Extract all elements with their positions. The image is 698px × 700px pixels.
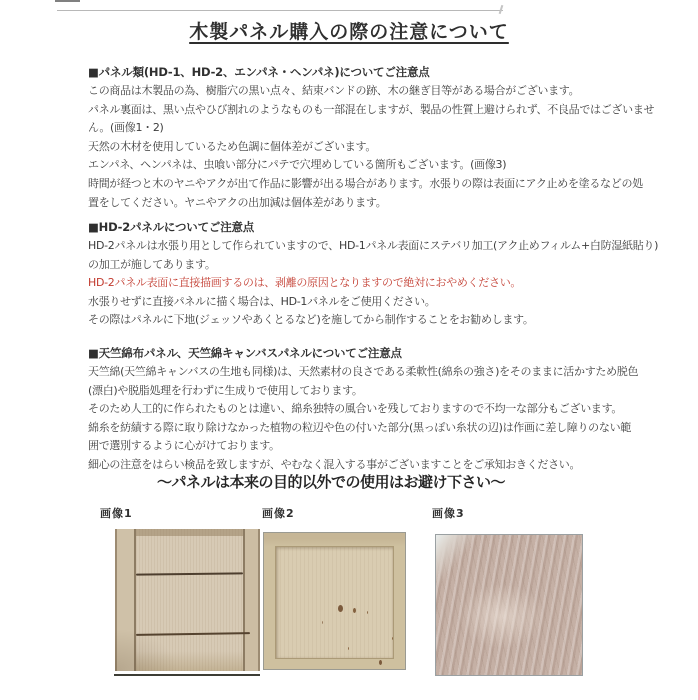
body-line: 水張りせずに直接パネルに描く場合は、HD-1パネルをご使用ください。	[88, 294, 436, 308]
body-line: 綿糸を紡績する際に取り除けなかった植物の粒辺や色の付いた部分(黒っぽい糸状の辺)は作画に差し障りのない範	[88, 420, 631, 434]
body-line: 囲で選別するように心がけております。	[88, 439, 280, 453]
warning-line: HD-2パネル表面に直接描画するのは、剥離の原因となりますので絶対におやめください。	[88, 276, 522, 290]
body-line: 細心の注意をはらい検品を致しますが、やむなく混入する事がございますことをご承知おきください。	[88, 457, 581, 471]
figure-2-label: 画像2	[262, 507, 295, 520]
body-line: の加工が施してあります。	[88, 257, 216, 271]
body-line: ん。(画像1・2)	[88, 121, 164, 135]
section-heading: ■天竺綿布パネル、天竺綿キャンバスパネルについてご注意点	[88, 346, 402, 360]
section-hd2-panel	[88, 218, 673, 330]
body-line: この商品は木製品の為、樹脂穴の黒い点々、結束バンドの跡、木の継ぎ目等がある場合がございます。	[88, 84, 580, 97]
section-panel-types	[88, 63, 673, 212]
figure-3	[432, 505, 583, 676]
scan-artifact-underline	[114, 674, 260, 676]
body-line: 置をしてください。ヤニやアクの出加減は個体差があります。	[88, 195, 387, 209]
wood-grain-closeup-photo	[435, 534, 583, 676]
section-heading: ■HD-2パネルについてご注意点	[88, 220, 255, 234]
photo-shading	[115, 529, 260, 671]
body-line: エンパネ、ヘンパネは、虫喰い部分にパテで穴埋めしている箇所もございます。(画像3)	[88, 158, 507, 172]
body-line: その際はパネルに下地(ジェッソやあくとるなど)を施してから制作することをお勧めします。	[88, 313, 534, 327]
scan-artifact-top-line	[57, 10, 503, 11]
section-cotton-panel	[88, 344, 673, 475]
scan-artifact-corner-mark	[55, 0, 80, 2]
page-title: 木製パネル購入の際の注意について	[189, 21, 509, 43]
putty-spots	[338, 605, 343, 612]
body-line: HD-2パネルは水張り用として作られていますので、HD-1パネル表面にステバリ加工(アク止めフィルム+白防湿紙貼り)	[88, 239, 659, 252]
body-line: パネル裏面は、黒い点やひび割れのようなものも一部混在しますが、製品の性質上避けられず、不良品ではございませ	[88, 102, 655, 116]
panel-recessed-area	[275, 546, 394, 659]
body-line: (漂白)や脱脂処理を行わずに生成りで使用しております。	[88, 383, 363, 397]
figure-1-label: 画像1	[100, 507, 133, 520]
body-line: 時間が経つと木のヤニやアクが出て作品に影響が出る場合があります。水張りの際は表面にアク止めを塗るなどの処	[88, 176, 643, 190]
section-heading: ■パネル類(HD-1、HD-2、エンパネ・ヘンパネ)についてご注意点	[88, 65, 430, 79]
body-line: 天然の木材を使用しているため色調に個体差がございます。	[88, 139, 377, 153]
usage-warning-banner: ～パネルは本来の目的以外での使用はお避け下さい～	[156, 473, 505, 491]
figure-2	[262, 505, 406, 670]
body-line: そのため人工的に作られたものとは違い、綿糸独特の風合いを残しておりますので不均一な部分もございます。	[88, 402, 623, 416]
figure-1	[100, 505, 260, 676]
panel-back-putty-photo	[263, 532, 406, 670]
figure-3-label: 画像3	[432, 507, 465, 520]
panel-back-crack-photo	[115, 529, 260, 671]
body-line: 天竺綿(天竺綿キャンバスの生地も同様)は、天然素材の良さである柔軟性(綿糸の強さ)をそのままに活かすため脱色	[88, 365, 639, 378]
